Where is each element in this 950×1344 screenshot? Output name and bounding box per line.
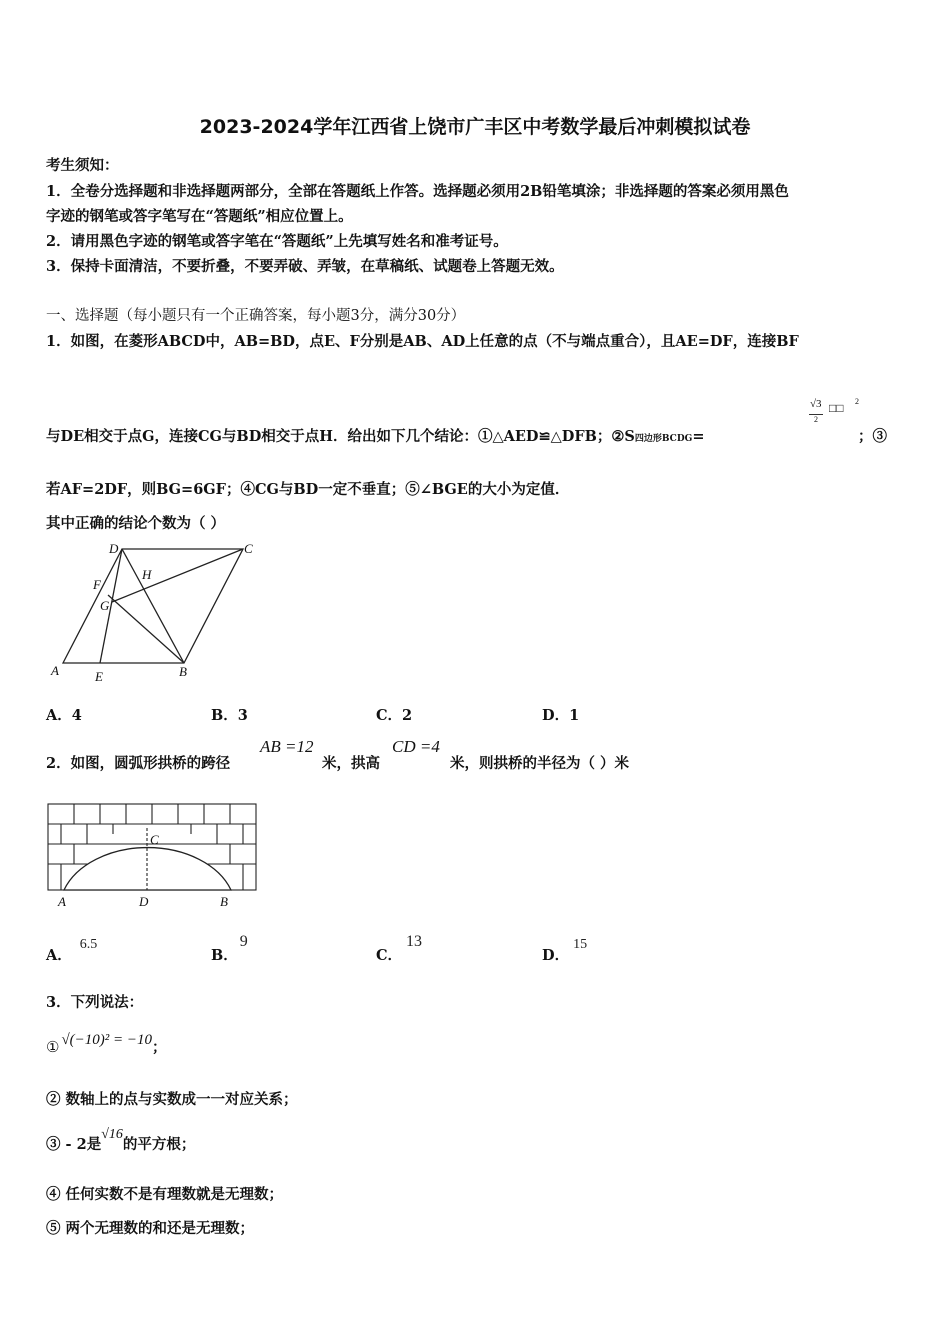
label-h: H bbox=[142, 567, 152, 582]
notice-item-1-line-1: 1．全卷分选择题和非选择题两部分，全部在答题纸上作答。选择题必须用2B铅笔填涂；非选择题的答案必须用黑色 bbox=[46, 183, 789, 200]
q1-option-d[interactable]: D．1 bbox=[542, 707, 580, 724]
q1-line-1: 1．如图，在菱形ABCD中，AB=BD，点E、F分别是AB、AD上任意的点（不与端点重合），且AE=DF，连接BF bbox=[46, 333, 799, 350]
section-heading: 一、选择题（每小题只有一个正确答案，每小题3分，满分30分） bbox=[46, 308, 466, 324]
notice-item-3: 3．保持卡面清洁，不要折叠，不要弄破、弄皱，在草稿纸、试题卷上答题无效。 bbox=[46, 258, 564, 275]
q2-option-c-letter: C． bbox=[376, 947, 403, 964]
q2-option-b-letter: B． bbox=[211, 947, 238, 964]
notice-item-2: 2．请用黑色字迹的钢笔或答字笔在“答题纸”上先填写姓名和准考证号。 bbox=[46, 233, 508, 250]
q2-text-a: 2．如图，圆弧形拱桥的跨径 bbox=[46, 755, 231, 772]
segment-cg bbox=[112, 549, 243, 602]
bridge-label-a: A bbox=[58, 894, 66, 909]
notice-item-1-line-2: 字迹的钢笔或答字笔写在“答题纸”相应位置上。 bbox=[46, 208, 353, 225]
q1-line-4: 其中正确的结论个数为（ ） bbox=[46, 515, 226, 532]
q3-heading: 3．下列说法： bbox=[46, 994, 144, 1011]
q1-option-a[interactable]: A．4 bbox=[46, 707, 82, 724]
q2-option-c[interactable] bbox=[376, 930, 423, 964]
label-b: B bbox=[179, 664, 187, 679]
q3-s3-text-a: ③ - 2是 bbox=[46, 1136, 102, 1153]
q1-formula-exponent: 2 bbox=[855, 397, 859, 406]
q2-option-c-value: 13 bbox=[406, 933, 423, 950]
q1-rhombus-figure bbox=[46, 538, 266, 688]
q1-option-c[interactable]: C．2 bbox=[376, 707, 413, 724]
q1-area-subscript: 四边形BCDG bbox=[634, 434, 693, 444]
label-d: D bbox=[109, 541, 119, 556]
q2-math-cd: CD =4 bbox=[392, 737, 440, 756]
q3-s3-text-b: 的平方根； bbox=[122, 1136, 196, 1153]
q1-formula-body: □□ bbox=[829, 401, 844, 415]
q1-formula-numerator: √3 bbox=[810, 398, 822, 410]
q3-statement-4: ④ 任何实数不是有理数就是无理数； bbox=[46, 1186, 284, 1203]
q3-statement-3 bbox=[46, 1122, 196, 1153]
label-c: C bbox=[244, 541, 253, 556]
label-f: F bbox=[93, 577, 101, 592]
q3-s1-math: √(−10)² = −10 bbox=[61, 1032, 153, 1048]
notice-heading: 考生须知： bbox=[46, 157, 119, 174]
q2-option-d[interactable] bbox=[542, 932, 588, 964]
q2-option-a-letter: A． bbox=[46, 947, 72, 964]
page-title: 2023-2024学年江西省上饶市广丰区中考数学最后冲刺模拟试卷 bbox=[199, 116, 751, 138]
q3-s1-end: ； bbox=[152, 1039, 167, 1056]
q2-option-a-value: 6.5 bbox=[79, 937, 98, 952]
q3-statement-2: ② 数轴上的点与实数成一一对应关系； bbox=[46, 1091, 298, 1108]
label-e: E bbox=[95, 669, 103, 684]
q2-option-d-value: 15 bbox=[573, 937, 588, 952]
q2-math-ab: AB =12 bbox=[260, 737, 314, 756]
q1-equals: = bbox=[692, 428, 705, 445]
q3-s1-mark: ① bbox=[46, 1038, 60, 1056]
q2-arch-bridge-figure bbox=[44, 800, 264, 915]
q2-option-b[interactable] bbox=[211, 930, 248, 964]
q2-option-b-value: 9 bbox=[239, 933, 248, 950]
bridge-label-b: B bbox=[220, 894, 228, 909]
label-g: G bbox=[100, 598, 110, 613]
q1-line-2-end: ；③ bbox=[858, 428, 887, 445]
bridge-label-c: C bbox=[150, 832, 159, 847]
q1-option-b[interactable]: B．3 bbox=[211, 707, 248, 724]
q3-statement-1 bbox=[46, 1028, 167, 1056]
q1-formula-denominator: 2 bbox=[814, 415, 818, 424]
q2-option-a[interactable] bbox=[46, 932, 98, 964]
q1-line-2-text: 与DE相交于点G，连接CG与BD相交于点H．给出如下几个结论：①△AED≌△DFB；②S bbox=[46, 428, 635, 445]
segment-bf bbox=[108, 595, 184, 663]
q3-s3-math: √16 bbox=[101, 1127, 123, 1142]
q2-text-b: 米，拱高 bbox=[322, 755, 380, 772]
q2-option-d-letter: D． bbox=[542, 947, 570, 964]
q1-line-2 bbox=[46, 425, 704, 446]
q3-statement-5: ⑤ 两个无理数的和还是无理数； bbox=[46, 1220, 255, 1237]
q2-text-c: 米，则拱桥的半径为（ ）米 bbox=[450, 755, 630, 772]
label-a: A bbox=[51, 663, 59, 678]
bridge-label-d: D bbox=[139, 894, 149, 909]
q1-line-3: 若AF=2DF，则BG=6GF；④CG与BD一定不垂直；⑤∠BGE的大小为定值． bbox=[46, 481, 570, 498]
diagonal-bd bbox=[122, 549, 184, 663]
